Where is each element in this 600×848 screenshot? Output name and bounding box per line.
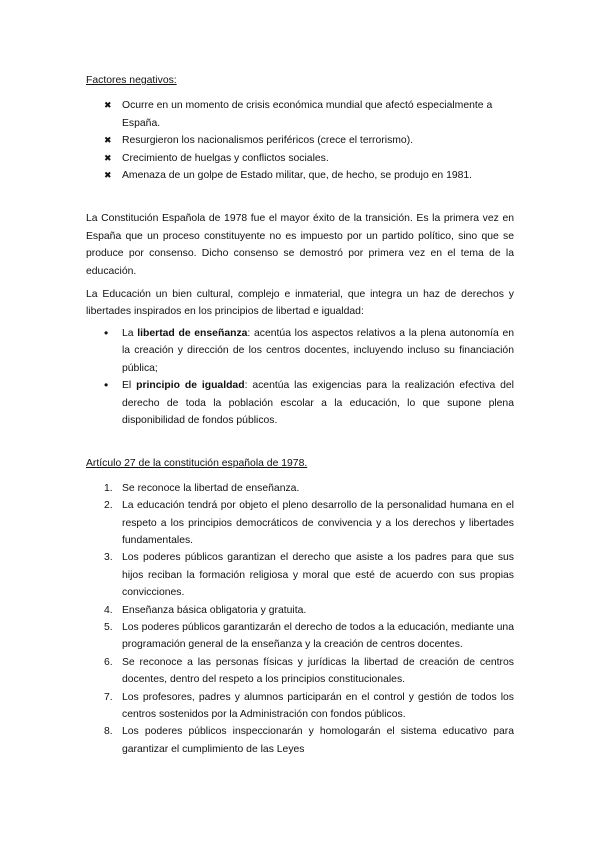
list-item: ✖ Resurgieron los nacionalismos periféricos (crece el terrorismo). [86, 132, 514, 149]
x-bullet-icon: ✖ [104, 152, 112, 163]
list-item: • La libertad de enseñanza: acentúa los aspectos relativos a la plena autonomía en la creación y dirección de los centros docentes, incluyendo incluso su financiación pública; [104, 325, 514, 374]
list-item: 6. Se reconoce a las personas físicas y jurídicas la libertad de creación de centros docentes, dentro del respeto a los principios constitucionales. [104, 656, 514, 686]
list-item: • El principio de igualdad: acentúa las exigencias para la realización efectiva del derecho de toda la población escolar a la educación, lo que supone plena disponibilidad de fondos públicos. [104, 378, 514, 426]
x-bullet-icon: ✖ [104, 170, 112, 181]
list-item: 7. Los profesores, padres y alumnos participarán en el control y gestión de todos los centros sostenidos por la Administración con fondos públicos. [104, 691, 514, 720]
list-item: ✖ Ocurre en un momento de crisis económica mundial que afectó especialmente a España. [86, 97, 514, 132]
x-bullet-icon: ✖ [104, 100, 112, 111]
constitution-paragraph: La Constitución Española de 1978 fue el mayor éxito de la transición. Es la primera vez en España que un proceso constituyente no es impuesto por un partido político, sino que se produce por consenso. Dicho consenso se demostró por primera vez en el tema de la educación. [86, 213, 514, 277]
x-bullet-icon: ✖ [104, 135, 112, 146]
list-item: ✖ Crecimiento de huelgas y conflictos sociales. [86, 150, 514, 167]
article-list [86, 480, 514, 759]
list-item: ✖ Amenaza de un golpe de Estado militar, que, de hecho, se produjo en 1981. [86, 167, 514, 184]
list-item: 2. La educación tendrá por objeto el pleno desarrollo de la personalidad humana en el respeto a los principios democráticos de convivencia y a los derechos y libertades fundamentales. [104, 500, 514, 546]
list-item: 4. Enseñanza básica obligatoria y gratuita. [104, 604, 307, 616]
document-page [86, 72, 514, 758]
bold-term: libertad de enseñanza [137, 327, 248, 339]
list-item: 3. Los poderes públicos garantizan el derecho que asiste a los padres para que sus hijos reciban la formación religiosa y moral que esté de acuerdo con sus propias convicciones. [104, 552, 514, 599]
list-item: 8. Los poderes públicos inspeccionarán y homologarán el sistema educativo para garantizar el cumplimiento de las Leyes [104, 726, 514, 755]
negative-factors-list [86, 97, 514, 184]
bold-term: principio de igualdad [136, 380, 245, 392]
bullet-icon: • [104, 378, 109, 393]
education-paragraph: La Educación un bien cultural, complejo e inmaterial, que integra un haz de derechos y libertades inspirados en los principios de libertad e igualdad: [86, 289, 514, 318]
bullet-icon: • [104, 325, 109, 340]
principles-list [86, 325, 514, 429]
negative-factors-heading: Factores negativos: [86, 75, 177, 86]
list-item: 5. Los poderes públicos garantizarán el derecho de todos a la educación, mediante una programación general de la enseñanza y la creación de centros docentes. [104, 621, 514, 651]
list-item: 1. Se reconoce la libertad de enseñanza. [104, 482, 300, 494]
article-heading: Artículo 27 de la constitución española de 1978. [86, 458, 308, 470]
